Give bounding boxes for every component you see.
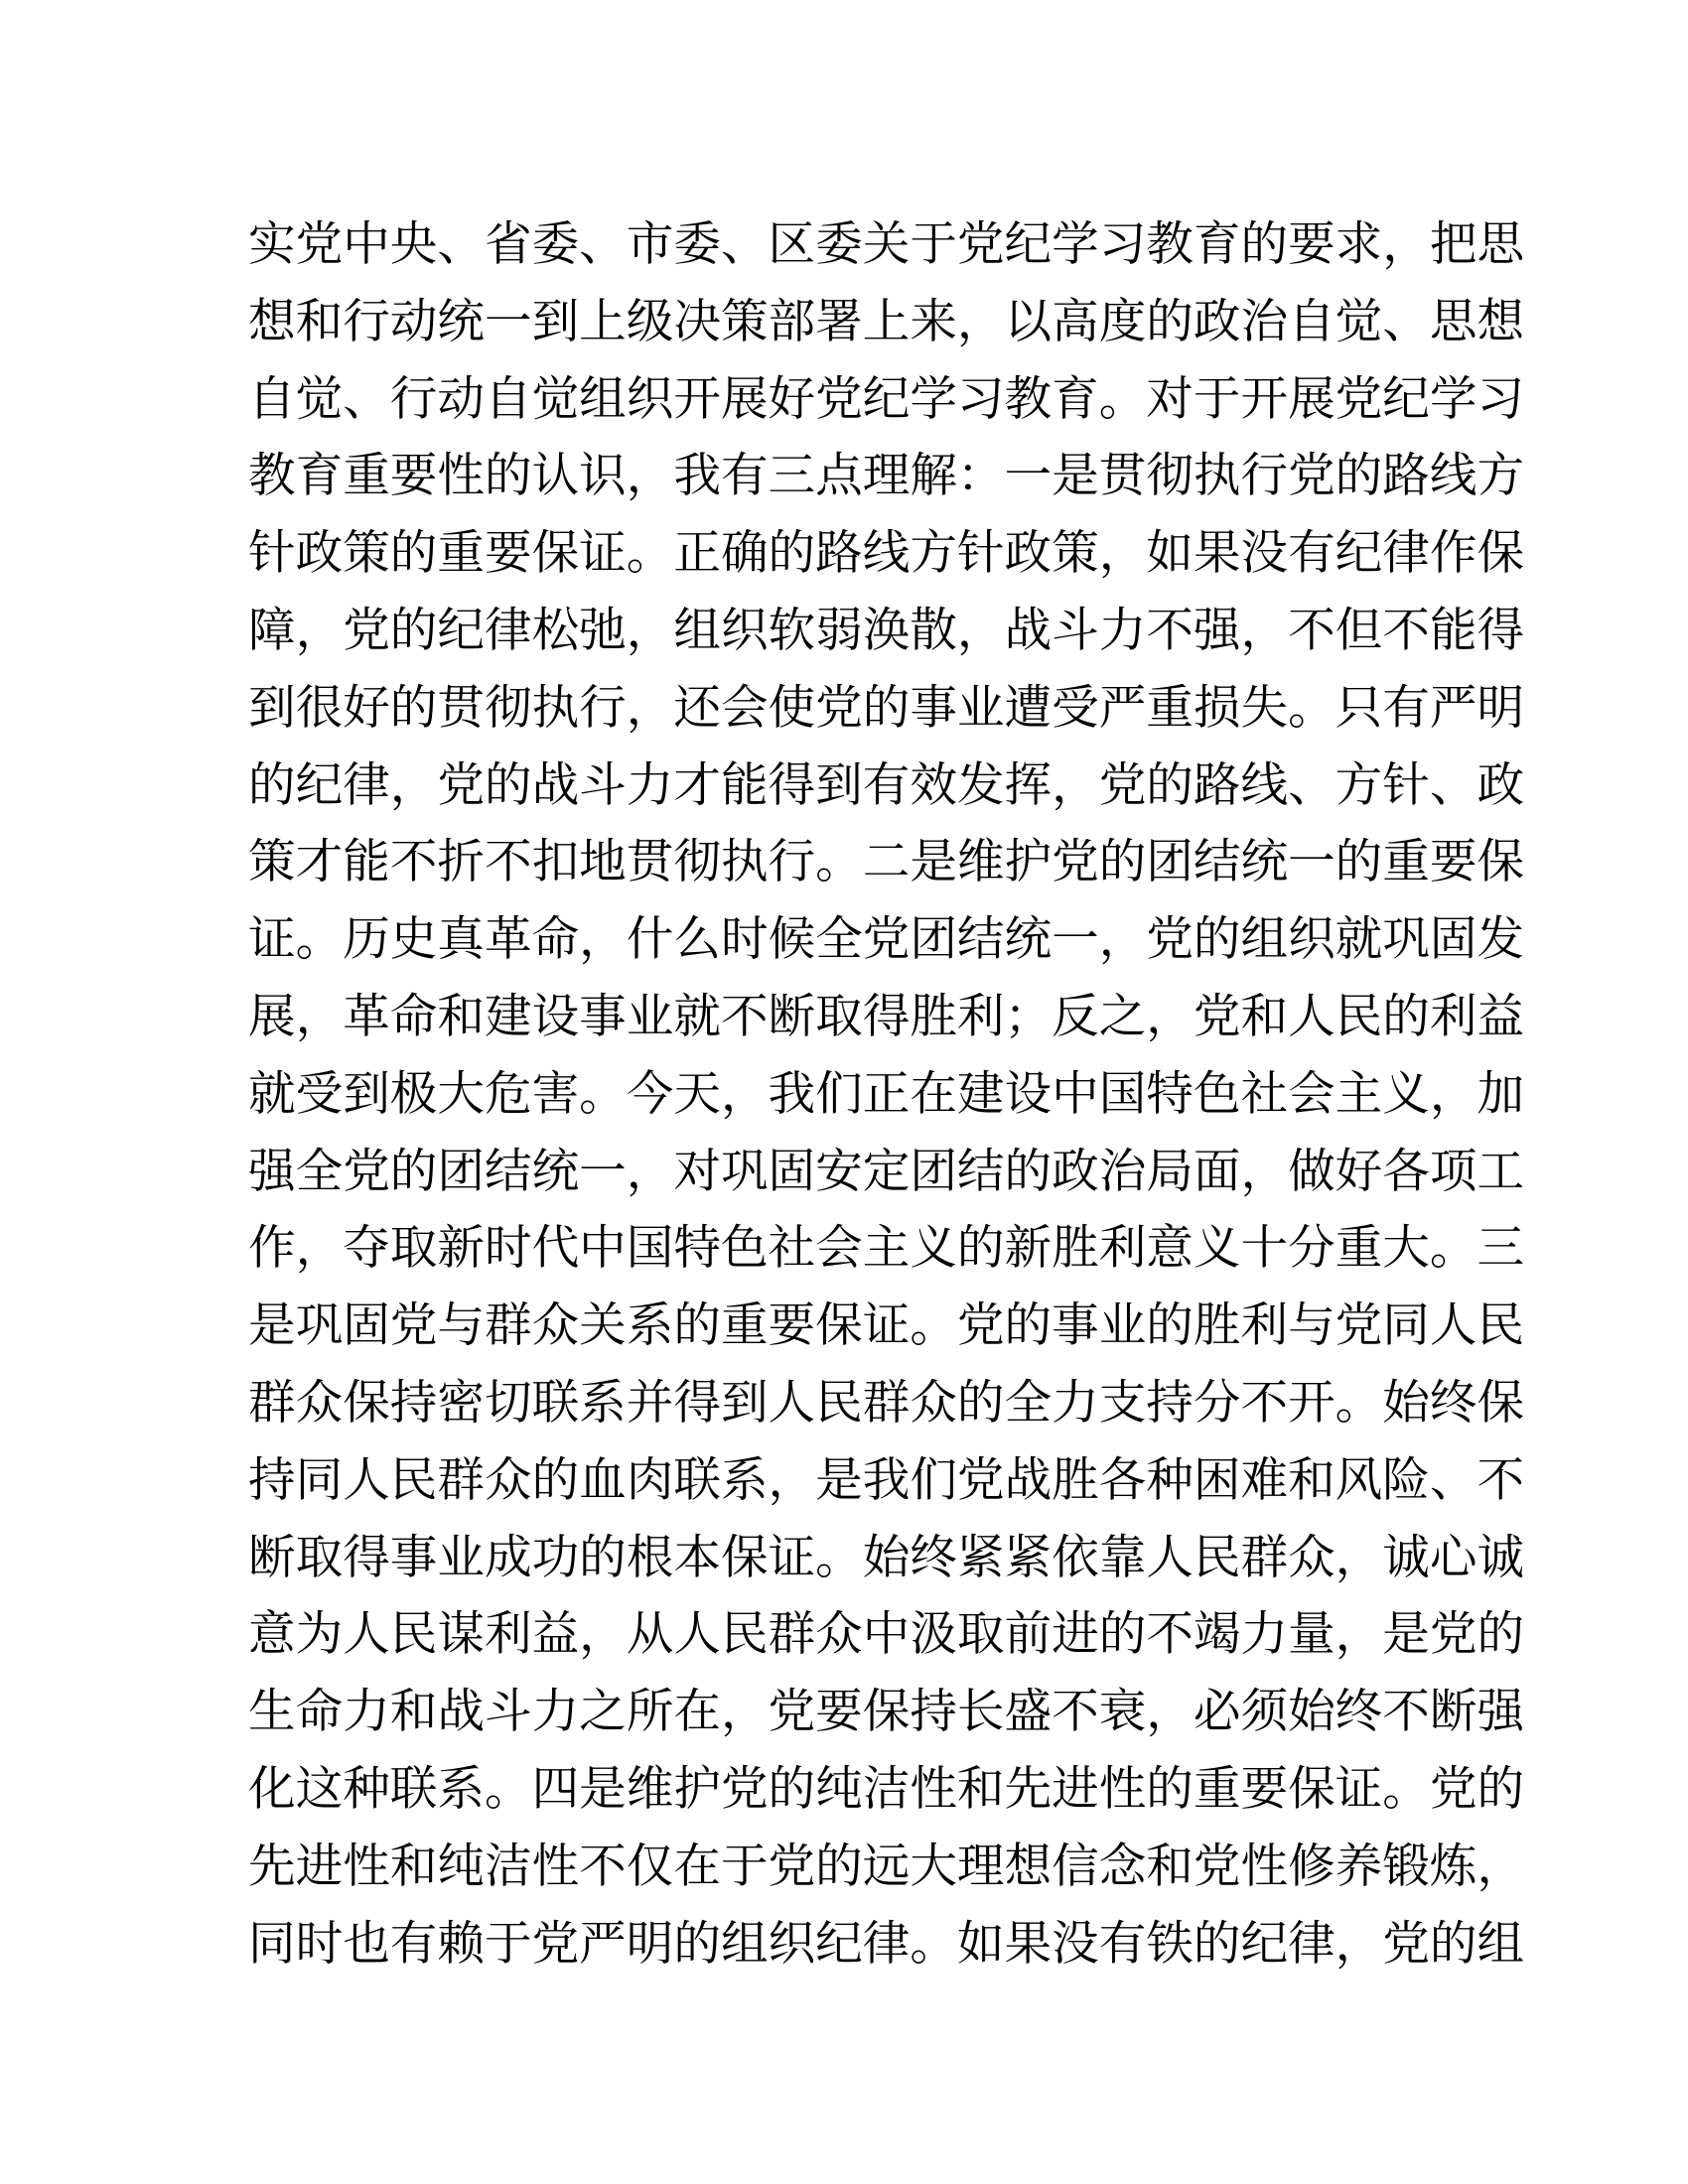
text-line: 意为人民谋利益，从人民群众中汲取前进的不竭力量，是党的	[248, 1607, 1525, 1663]
body-paragraph	[248, 206, 1525, 1982]
text-line: 就受到极大危害。今天，我们正在建设中国特色社会主义，加	[248, 1066, 1525, 1122]
text-line: 证。历史真革命，什么时候全党团结统一，党的组织就巩固发	[248, 912, 1525, 968]
text-line: 自觉、行动自觉组织开展好党纪学习教育。对于开展党纪学习	[248, 371, 1525, 427]
text-line: 先进性和纯洁性不仅在于党的远大理想信念和党性修养锻炼，	[248, 1839, 1525, 1894]
text-line: 的纪律，党的战斗力才能得到有效发挥，党的路线、方针、政	[248, 757, 1525, 813]
text-line: 实党中央、省委、市委、区委关于党纪学习教育的要求，把思	[248, 217, 1525, 272]
text-line: 作，夺取新时代中国特色社会主义的新胜利意义十分重大。三	[248, 1221, 1525, 1277]
text-line: 断取得事业成功的根本保证。始终紧紧依靠人民群众，诚心诚	[248, 1530, 1525, 1585]
text-line: 同时也有赖于党严明的组织纪律。如果没有铁的纪律，党的组	[248, 1916, 1525, 1972]
text-line: 策才能不折不扣地贯彻执行。二是维护党的团结统一的重要保	[248, 835, 1525, 890]
text-line: 化这种联系。四是维护党的纯洁性和先进性的重要保证。党的	[248, 1761, 1525, 1817]
text-line: 强全党的团结统一，对巩固安定团结的政治局面，做好各项工	[248, 1144, 1525, 1199]
text-line: 展，革命和建设事业就不断取得胜利；反之，党和人民的利益	[248, 989, 1525, 1044]
text-line: 教育重要性的认识，我有三点理解：一是贯彻执行党的路线方	[248, 449, 1525, 504]
text-line: 想和行动统一到上级决策部署上来，以高度的政治自觉、思想	[248, 294, 1525, 349]
text-line: 障，党的纪律松弛，组织软弱涣散，战斗力不强，不但不能得	[248, 603, 1525, 658]
text-line: 群众保持密切联系并得到人民群众的全力支持分不开。始终保	[248, 1375, 1525, 1431]
text-line: 持同人民群众的血肉联系，是我们党战胜各种困难和风险、不	[248, 1452, 1525, 1508]
text-line: 是巩固党与群众关系的重要保证。党的事业的胜利与党同人民	[248, 1298, 1525, 1354]
text-line: 针政策的重要保证。正确的路线方针政策，如果没有纪律作保	[248, 526, 1525, 582]
text-line: 到很好的贯彻执行，还会使党的事业遭受严重损失。只有严明	[248, 680, 1525, 736]
text-line: 生命力和战斗力之所在，党要保持长盛不衰，必须始终不断强	[248, 1685, 1525, 1740]
